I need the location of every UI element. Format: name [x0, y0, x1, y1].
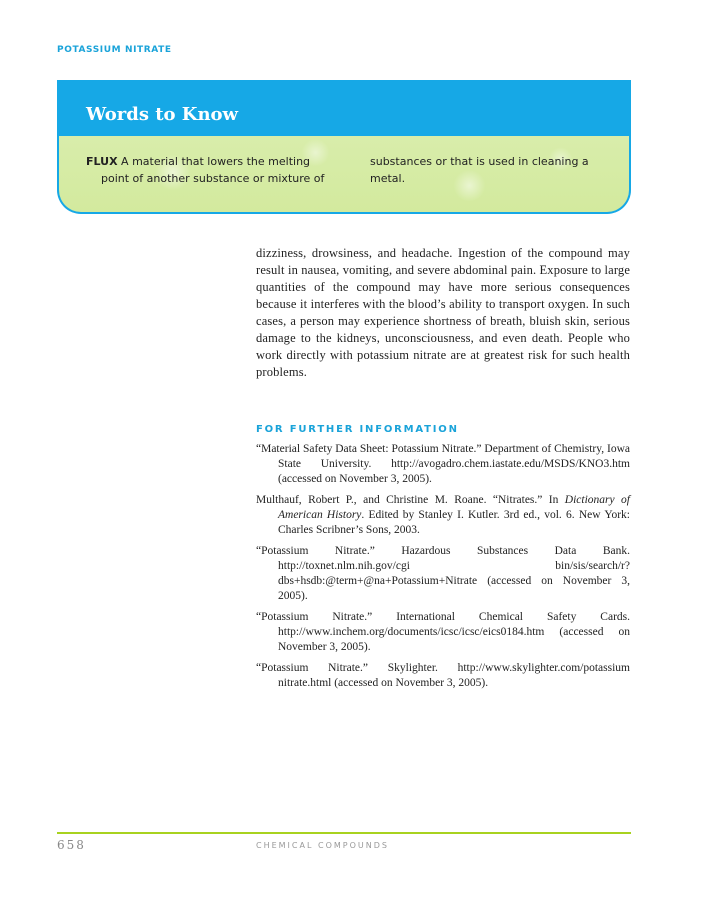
reference-text: Multhauf, Robert P., and Christine M. Roane. “Nitrates.” In: [256, 494, 565, 506]
footer-rule: [57, 832, 631, 834]
words-to-know-title: Words to Know: [86, 104, 239, 125]
page-number: 658: [57, 838, 86, 852]
reference-item: “Potassium Nitrate.” International Chemical Safety Cards. http://www.inchem.org/documents/icsc/icsc/eics0184.htm (accessed on November 3, 2005).: [256, 611, 630, 653]
glossary-definition-part2: substances or that is used in cleaning a metal.: [370, 155, 589, 185]
words-to-know-definitions: [86, 153, 601, 187]
reference-list: [256, 442, 630, 697]
reference-item: “Potassium Nitrate.” Skylighter. http://www.skylighter.com/potassium nitrate.html (accessed on November 3, 2005).: [256, 662, 630, 689]
reference-text: . Edited by Stanley I. Kutler. 3rd ed., vol. 6. New York: Charles Scribner’s Sons, 2003.: [278, 509, 630, 536]
glossary-definition-part1: A material that lowers the melting point of another substance or mixture of: [101, 155, 325, 185]
body-paragraph: dizziness, drowsiness, and headache. Ingestion of the compound may result in nausea, vomiting, and severe abdominal pain. Exposure to large quantities of the compound may have more serious consequences because it interferes with the blood’s ability to transport oxygen. In such cases, a person may experience shortness of breath, bluish skin, serious damage to the kidneys, unconsciousness, and even death. People who work directly with potassium nitrate are at greatest risk for such health problems.: [256, 246, 631, 379]
glossary-term: FLUX: [86, 155, 118, 168]
reference-item: [256, 493, 630, 538]
definition-column-right: [370, 153, 601, 187]
reference-item: “Material Safety Data Sheet: Potassium Nitrate.” Department of Chemistry, Iowa State University. http://avogadro.chem.iastate.edu/MSDS/KNO3.htm (accessed on November 3, 2005).: [256, 443, 630, 485]
words-to-know-box: [57, 80, 631, 214]
reference-book-title: Dictionary of American History: [278, 494, 630, 521]
running-head: POTASSIUM NITRATE: [57, 45, 172, 55]
further-information-heading: FOR FURTHER INFORMATION: [256, 424, 459, 435]
reference-item: “Potassium Nitrate.” Hazardous Substances Data Bank. http://toxnet.nlm.nih.gov/cgi bin/sis/search/r?dbs+hsdb:@term+@na+Potassium+Nitrate (accessed on November 3, 2005).: [256, 545, 630, 602]
words-to-know-header: [59, 80, 629, 136]
definition-column-left: [86, 153, 332, 187]
footer-book-title: CHEMICAL COMPOUNDS: [256, 841, 389, 850]
